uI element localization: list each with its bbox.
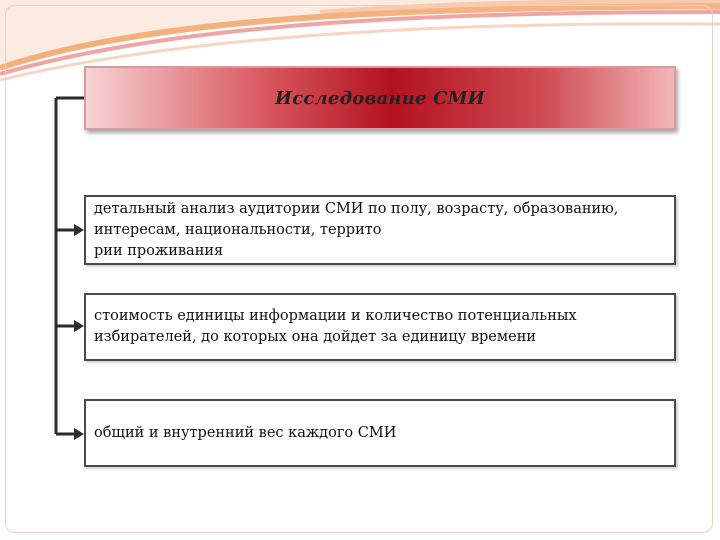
item-text: детальный анализ аудитории СМИ по полу, возрасту, образованию, интересам, национальности, террито рии проживания xyxy=(94,200,619,259)
item-text: общий и внутренний вес каждого СМИ xyxy=(94,424,397,441)
diagram-title: Исследование СМИ xyxy=(275,87,485,109)
item-box-media-weight xyxy=(84,399,676,467)
item-text: стоимость единицы информации и количество потенциальных избирателей, до которых она дойдет за единицу времени xyxy=(94,308,577,345)
diagram-title-box xyxy=(84,66,676,130)
item-box-information-cost xyxy=(84,293,676,361)
item-box-audience-analysis xyxy=(84,195,676,265)
